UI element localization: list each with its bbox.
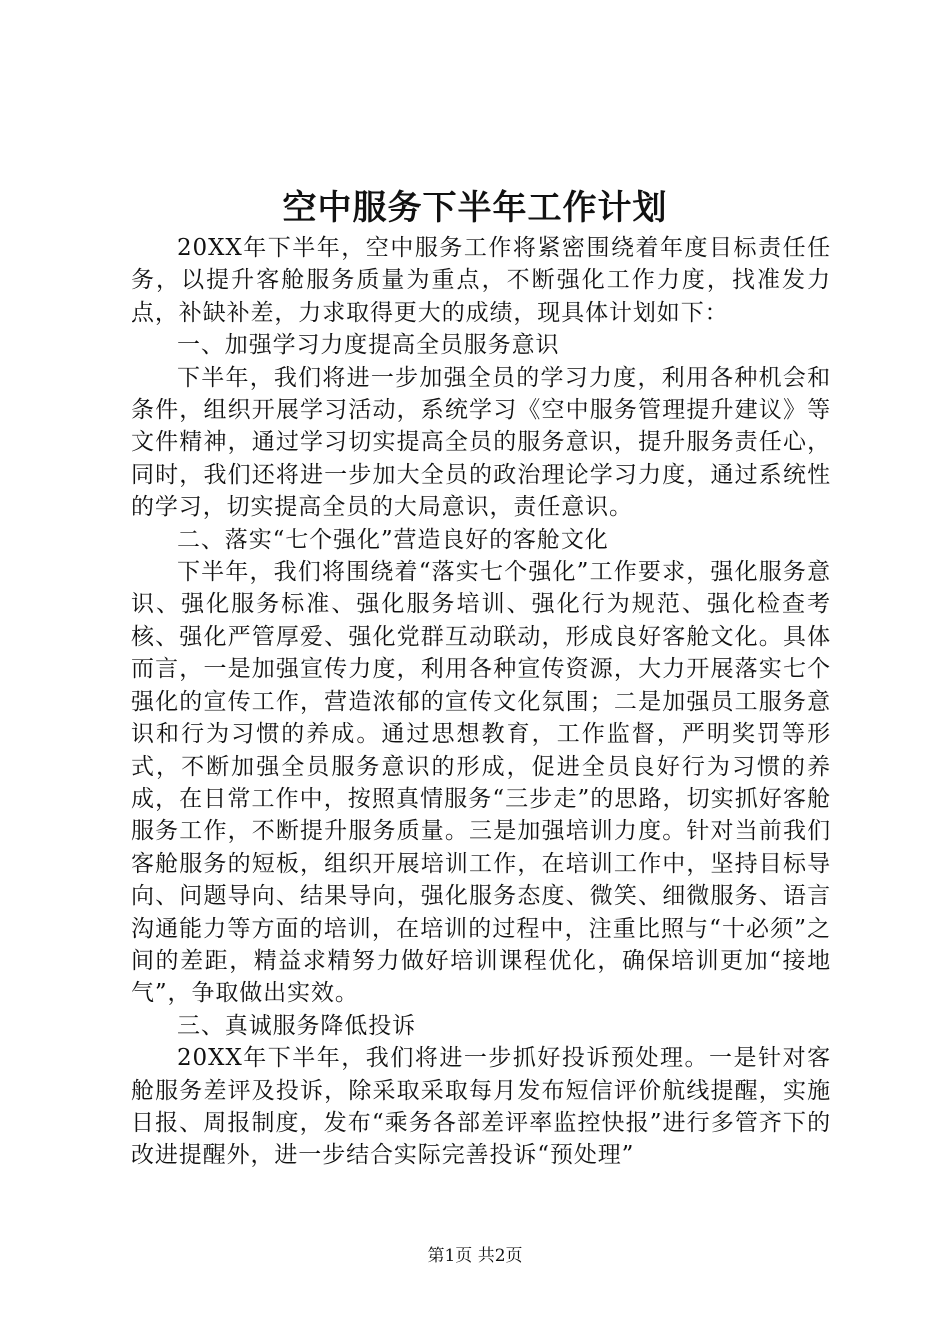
section-3-paragraph: 20XX年下半年，我们将进一步抓好投诉预处理。一是针对客舱服务差评及投诉，除采取采取每月发布短信评价航线提醒，实施日报、周报制度，发布“乘务各部差评率监控快报”进行多管齐下的改进提醒外，进一步结合实际完善投诉“预处理” — [131, 1045, 831, 1169]
section-heading-1: 一、加强学习力度提高全员服务意识 — [177, 332, 560, 359]
section-heading-2: 二、落实“七个强化”营造良好的客舱文化 — [177, 526, 609, 553]
section-2-paragraph: 下半年，我们将围绕着“落实七个强化”工作要求，强化服务意识、强化服务标准、强化服务培训、强化行为规范、强化检查考核、强化严管厚爱、强化党群互动联动，形成良好客舱文化。具体而言，一是加强宣传力度，利用各种宣传资源，大力开展落实七个强化的宣传工作，营造浓郁的宣传文化氛围；二是加强员工服务意识和行为习惯的养成。通过思想教育，工作监督，严明奖罚等形式，不断加强全员服务意识的形成，促进全员良好行为习惯的养成，在日常工作中，按照真情服务“三步走”的思路，切实抓好客舱服务工作，不断提升服务质量。三是加强培训力度。针对当前我们客舱服务的短板，组织开展培训工作，在培训工作中，坚持目标导向、问题导向、结果导向，强化服务态度、微笑、细微服务、语言沟通能力等方面的培训，在培训的过程中，注重比照与“十必须”之间的差距，精益求精努力做好培训课程优化，确保培训更加“接地气”，争取做出实效。 — [131, 559, 831, 1007]
document-body — [131, 232, 831, 1172]
section-1-paragraph: 下半年，我们将进一步加强全员的学习力度，利用各种机会和条件，组织开展学习活动，系统学习《空中服务管理提升建议》等文件精神，通过学习切实提高全员的服务意识，提升服务责任心，同时，我们还将进一步加大全员的政治理论学习力度，通过系统性的学习，切实提高全员的大局意识，责任意识。 — [131, 364, 831, 521]
section-heading-3: 三、真诚服务降低投诉 — [177, 1012, 416, 1039]
document-title: 空中服务下半年工作计划 — [282, 188, 668, 228]
page-footer: 第1页 共2页 — [427, 1246, 523, 1266]
intro-paragraph: 20XX年下半年，空中服务工作将紧密围绕着年度目标责任任务，以提升客舱服务质量为重点，不断强化工作力度，找准发力点，补缺补差，力求取得更大的成绩，现具体计划如下： — [131, 235, 831, 326]
